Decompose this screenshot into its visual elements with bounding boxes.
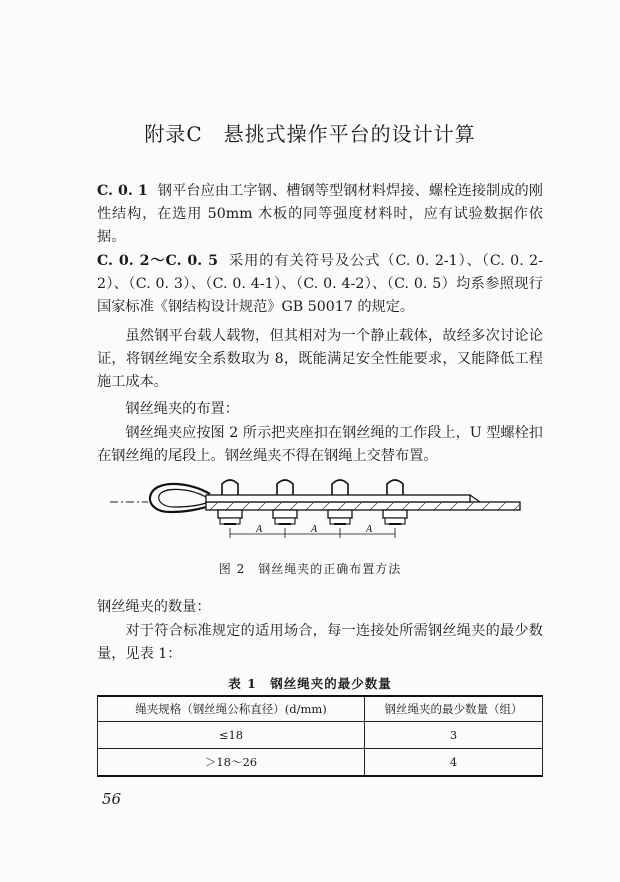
table-cell: 3 xyxy=(365,722,543,749)
figure-caption: 图 2 钢丝绳夹的正确布置方法 xyxy=(218,562,402,576)
paragraph-safety-factor: 虽然钢平台载人载物，但其相对为一个静止载体，故经多次讨论论证，将钢丝绳安全系数取为 8，既能满足安全性能要求，又能降低工程施工成本。 xyxy=(97,328,543,390)
clause-c01-label: C. 0. 1 xyxy=(97,183,148,199)
rope-tail-section xyxy=(206,495,470,502)
rope-tail-end xyxy=(470,495,480,502)
table-row xyxy=(98,722,543,749)
table-cell: 4 xyxy=(365,749,543,777)
table-header-cell: 钢丝绳夹的最少数量（组） xyxy=(365,696,543,722)
clause-c02-label: C. 0. 2～C. 0. 5 xyxy=(97,253,218,269)
table-header-row xyxy=(98,696,543,722)
page-number: 56 xyxy=(102,790,122,808)
clause-c02 xyxy=(97,250,543,319)
clip-count-table xyxy=(97,695,543,777)
paragraph-clip-count-heading: 钢丝绳夹的数量： xyxy=(97,599,211,615)
paragraph-clip-count: 对于符合标准规定的适用场合，每一连接处所需钢丝绳夹的最少数量，见表 1： xyxy=(97,623,543,662)
table-title: 表 1 钢丝绳夹的最少数量 xyxy=(228,676,392,691)
clause-c01-text: 钢平台应由工字钢、槽钢等型钢材料焊接、螺栓连接制成的刚性结构，在选用 50mm 木板的同等强度材料时，应有试验数据作依据。 xyxy=(97,183,543,245)
clause-c02-text: 采用的有关符号及公式（C. 0. 2-1）、（C. 0. 2-2）、（C. 0. 3）、（C. 0. 4-1）、（C. 0. 4-2）、（C. 0. 5）均系参照现行国家标准《钢结构设计规范》GB 50017 的规定。 xyxy=(97,253,543,315)
wire-rope-clip-figure xyxy=(110,478,530,544)
spacing-label-3: A xyxy=(366,524,373,535)
table-header-cell: 绳夹规格（钢丝绳公称直径）(d/mm) xyxy=(98,696,365,722)
thimble-inner xyxy=(159,489,206,507)
table-row xyxy=(98,749,543,777)
clause-c01 xyxy=(97,180,543,249)
paragraph-clip-layout-heading: 钢丝绳夹的布置： xyxy=(125,401,239,417)
table-cell: ＞18～26 xyxy=(98,749,365,777)
table-cell: ≤18 xyxy=(98,722,365,749)
appendix-title: 附录C 悬挑式操作平台的设计计算 xyxy=(144,122,476,146)
spacing-label-2: A xyxy=(311,524,318,535)
spacing-label-1: A xyxy=(256,524,263,535)
paragraph-clip-layout: 钢丝绳夹应按图 2 所示把夹座扣在钢丝绳的工作段上，U 型螺栓扣在钢丝绳的尾段上。钢丝绳夹不得在钢绳上交替布置。 xyxy=(97,425,543,464)
